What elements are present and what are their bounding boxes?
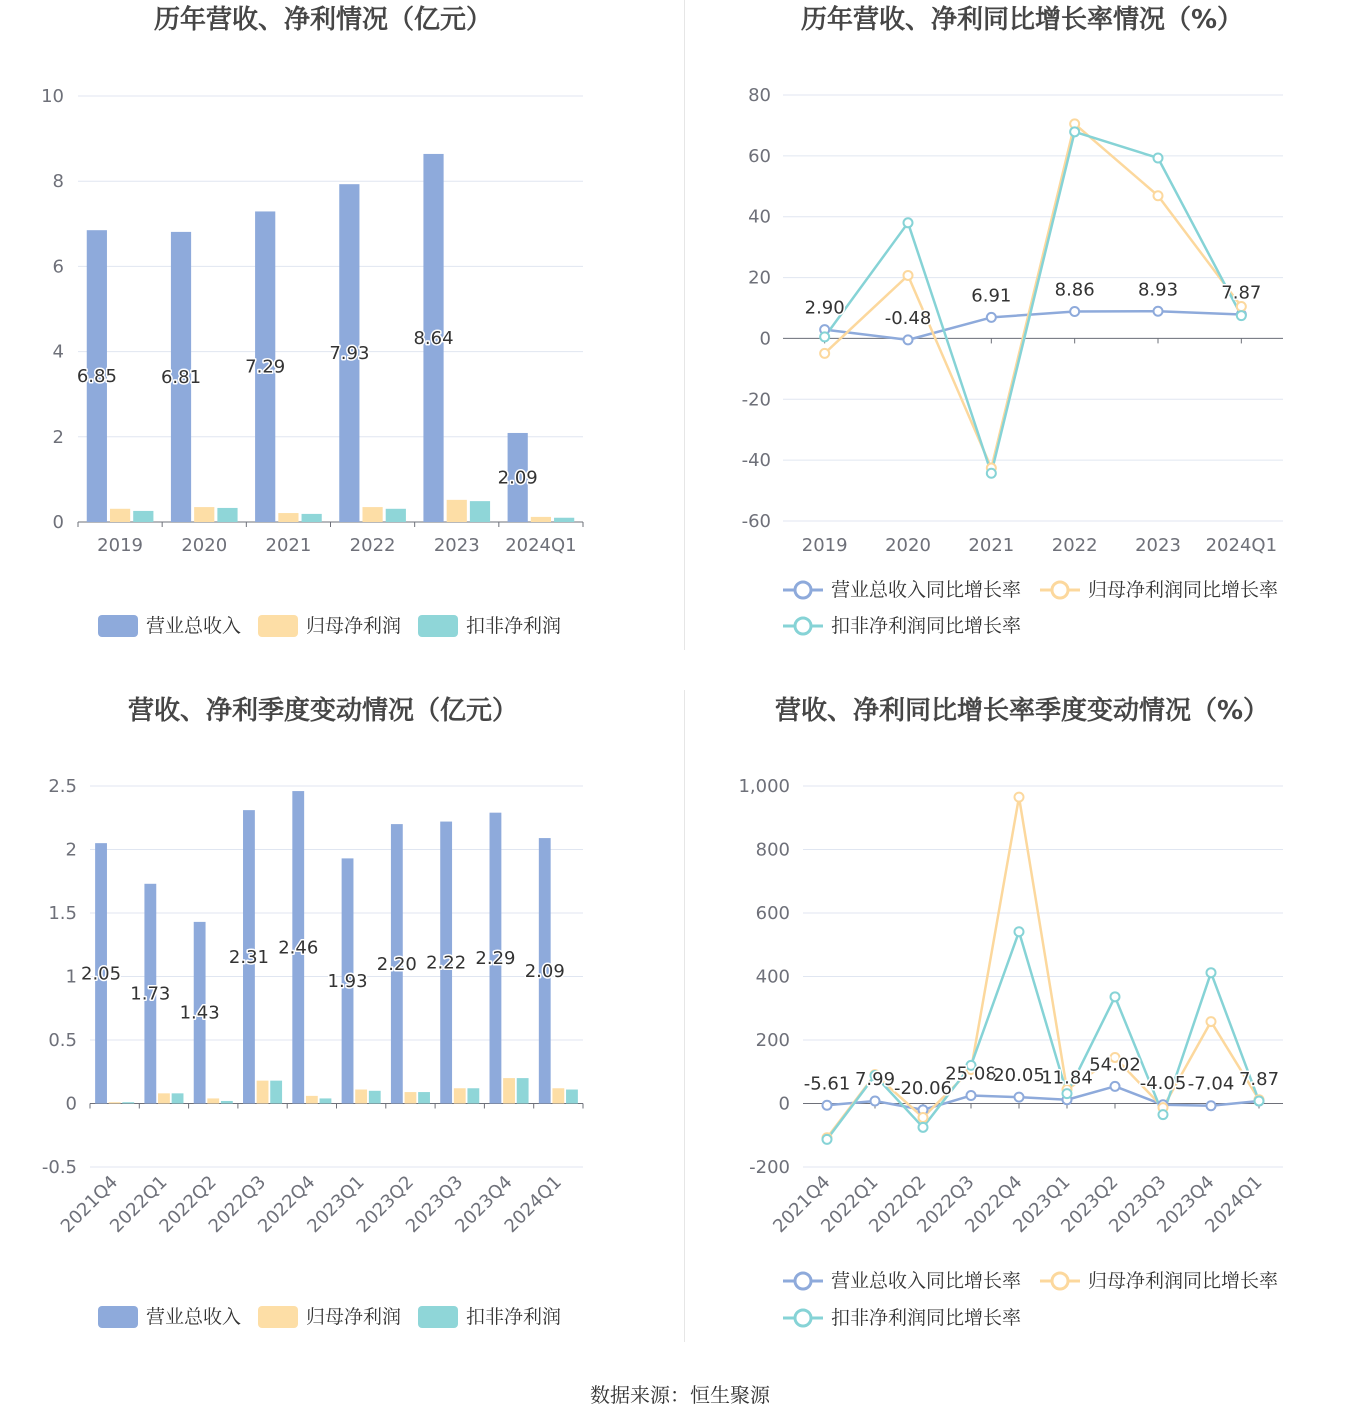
data-label-revenue: 2.09 (524, 960, 565, 982)
data-label-revenue-growth: 8.93 (1137, 279, 1179, 301)
x-category-label: 2020 (181, 535, 228, 556)
x-category-label: 2022 (349, 535, 396, 556)
y-tick-label: 2.5 (48, 776, 77, 797)
bar-net-profit-2022Q1[interactable] (158, 1093, 170, 1103)
point-net-profit-2020[interactable] (904, 271, 913, 280)
line-marker-icon (783, 579, 823, 601)
chart-3-legend-revenue[interactable] (98, 1306, 241, 1328)
legend-label-net-profit-growth: 归母净利润同比增长率 (1088, 579, 1279, 601)
x-category-label: 2024Q1 (1205, 535, 1278, 556)
y-tick-label: 1,000 (738, 776, 790, 797)
legend-label-revenue-growth: 营业总收入同比增长率 (831, 579, 1022, 601)
chart-1-plot (41, 86, 583, 556)
point-revenue-2022Q1[interactable] (871, 1096, 880, 1105)
data-label-revenue: 6.85 (76, 366, 117, 388)
data-label-revenue-growth: 11.84 (1041, 1067, 1093, 1089)
x-category-label: 2022Q3 (913, 1171, 979, 1238)
point-deducted-profit-2019[interactable] (820, 332, 829, 341)
point-revenue-2023Q2[interactable] (1111, 1082, 1120, 1091)
x-category-label: 2024Q1 (1201, 1171, 1267, 1238)
chart-3-title: 营收、净利季度变动情况（亿元） (127, 696, 518, 726)
bar-net-profit-2023Q3[interactable] (454, 1088, 466, 1103)
bar-deducted-profit-2024Q1[interactable] (554, 518, 574, 522)
y-tick-label: 2 (65, 839, 77, 861)
revenue-swatch-icon (98, 615, 138, 637)
y-tick-label: -200 (749, 1157, 790, 1178)
data-label-revenue: 7.29 (245, 356, 286, 378)
bar-deducted-profit-2023[interactable] (470, 501, 490, 522)
data-label-revenue-growth: 20.05 (993, 1065, 1045, 1087)
x-category-label: 2023Q4 (1153, 1171, 1219, 1238)
point-deducted-profit-2021[interactable] (987, 469, 996, 478)
point-net-profit-2022Q2[interactable] (919, 1113, 928, 1122)
y-tick-label: 0 (759, 328, 771, 350)
x-category-label: 2023Q2 (352, 1171, 418, 1238)
data-label-revenue-growth: 7.87 (1221, 282, 1262, 304)
net-profit-swatch-icon (258, 1306, 298, 1328)
bar-deducted-profit-2023Q1[interactable] (369, 1091, 381, 1104)
data-label-revenue: 1.93 (327, 970, 368, 992)
y-tick-label: 6 (52, 256, 64, 278)
legend-label-net-profit: 归母净利润 (306, 615, 402, 637)
y-tick-label: 40 (748, 206, 771, 228)
bar-deducted-profit-2023Q2[interactable] (418, 1092, 430, 1103)
legend-label-deducted-profit: 扣非净利润 (466, 1306, 562, 1328)
data-label-revenue-growth: 7.87 (1238, 1069, 1280, 1091)
chart-3-legend-deducted-profit[interactable] (418, 1306, 561, 1328)
point-deducted-profit-2022[interactable] (1070, 127, 1079, 136)
line-net-profit-growth[interactable] (825, 124, 1242, 468)
bar-net-profit-2020[interactable] (194, 507, 214, 522)
x-category-label: 2022Q2 (155, 1171, 221, 1238)
bar-deducted-profit-2020[interactable] (217, 508, 237, 522)
point-deducted-profit-2024Q1[interactable] (1255, 1096, 1264, 1105)
data-label-revenue: 2.22 (426, 952, 467, 974)
data-source-note: 数据来源：恒生聚源 (590, 1383, 770, 1407)
x-category-label: 2023Q1 (1009, 1171, 1075, 1238)
chart-4-legend-net-profit-growth[interactable] (1040, 1270, 1278, 1292)
point-deducted-profit-2022Q4[interactable] (1015, 927, 1024, 936)
y-tick-label: -0.5 (41, 1157, 77, 1178)
chart-2-legend-deducted-profit-growth[interactable] (783, 615, 1021, 637)
x-category-label: 2019 (97, 535, 143, 556)
point-net-profit-2023[interactable] (1154, 191, 1163, 200)
chart-3-legend-net-profit[interactable] (258, 1306, 401, 1328)
bar-deducted-profit-2024Q1[interactable] (566, 1090, 578, 1104)
bar-net-profit-2024Q1[interactable] (552, 1088, 564, 1103)
point-deducted-profit-2022Q2[interactable] (919, 1123, 928, 1132)
data-label-revenue: 2.20 (376, 953, 417, 975)
y-tick-label: 800 (755, 839, 790, 861)
y-tick-label: 1 (65, 966, 77, 988)
data-label-revenue-growth: -20.06 (893, 1077, 953, 1099)
point-revenue-2022[interactable] (1070, 307, 1079, 316)
deducted-profit-swatch-icon (418, 1306, 458, 1328)
x-category-label: 2023Q3 (1105, 1171, 1171, 1238)
legend-label-revenue: 营业总收入 (146, 1306, 242, 1328)
data-label-revenue-growth: 7.99 (854, 1068, 896, 1090)
line-marker-icon (783, 1307, 823, 1329)
data-label-revenue-growth: 2.90 (804, 297, 845, 319)
chart-1-legend-deducted-profit[interactable] (418, 615, 561, 637)
chart-4-legend-deducted-profit-growth[interactable] (783, 1307, 1021, 1329)
bar-net-profit-2023Q2[interactable] (405, 1092, 417, 1103)
legend-label-revenue-growth: 营业总收入同比增长率 (831, 1270, 1022, 1292)
point-net-profit-2019[interactable] (820, 349, 829, 358)
x-category-label: 2019 (801, 535, 848, 556)
data-label-revenue: 1.43 (179, 1002, 220, 1024)
bar-deducted-profit-2023Q3[interactable] (467, 1088, 479, 1103)
bar-net-profit-2022Q3[interactable] (257, 1081, 269, 1104)
point-deducted-profit-2024Q1[interactable] (1237, 311, 1246, 320)
point-deducted-profit-2023Q4[interactable] (1207, 968, 1216, 977)
bar-net-profit-2022Q4[interactable] (306, 1096, 318, 1104)
bar-net-profit-2021[interactable] (278, 513, 298, 522)
bar-deducted-profit-2022Q2[interactable] (221, 1101, 233, 1104)
point-revenue-2022Q3[interactable] (967, 1091, 976, 1100)
y-tick-label: 80 (748, 85, 771, 106)
bar-deducted-profit-2022[interactable] (386, 509, 406, 522)
point-revenue-2022Q4[interactable] (1015, 1093, 1024, 1102)
data-label-revenue: 7.93 (329, 343, 370, 365)
point-deducted-profit-2023Q3[interactable] (1159, 1110, 1168, 1119)
point-revenue-2023Q4[interactable] (1207, 1101, 1216, 1110)
x-category-label: 2021Q4 (769, 1171, 835, 1238)
bar-net-profit-2024Q1[interactable] (531, 517, 551, 522)
y-tick-label: 0.5 (48, 1030, 77, 1051)
x-category-label: 2022Q4 (961, 1171, 1027, 1238)
x-category-label: 2023Q4 (451, 1171, 517, 1238)
legend-label-deducted-profit: 扣非净利润 (466, 615, 562, 637)
y-tick-label: 0 (52, 512, 64, 533)
chart-2-legend-revenue-growth[interactable] (783, 579, 1021, 601)
revenue-swatch-icon (98, 1306, 138, 1328)
x-category-label: 2021Q4 (56, 1171, 123, 1238)
point-revenue-2021[interactable] (987, 313, 996, 322)
bar-net-profit-2023Q4[interactable] (503, 1078, 515, 1103)
point-revenue-2020[interactable] (904, 335, 913, 344)
x-category-label: 2022Q4 (254, 1171, 320, 1238)
legend-label-revenue: 营业总收入 (146, 615, 242, 637)
bar-deducted-profit-2021Q4[interactable] (122, 1102, 134, 1103)
chart-2-title: 历年营收、净利同比增长率情况（%） (800, 5, 1244, 35)
y-tick-label: 2 (52, 426, 64, 448)
data-label-revenue-growth: -0.48 (884, 307, 932, 329)
y-tick-label: -40 (741, 450, 771, 472)
point-deducted-profit-2023Q1[interactable] (1063, 1089, 1072, 1098)
data-label-revenue: 6.81 (160, 366, 202, 388)
line-marker-icon (783, 1270, 823, 1292)
y-tick-label: -60 (741, 511, 771, 532)
legend-label-net-profit: 归母净利润 (306, 1306, 402, 1328)
legend-label-deducted-profit-growth: 扣非净利润同比增长率 (831, 1307, 1022, 1329)
chart-3-plot (42, 776, 583, 1237)
net-profit-swatch-icon (258, 615, 298, 637)
legend-label-deducted-profit-growth: 扣非净利润同比增长率 (831, 615, 1022, 637)
y-tick-label: 600 (755, 903, 790, 924)
data-label-revenue: 1.73 (130, 983, 171, 1005)
point-deducted-profit-2021Q4[interactable] (823, 1135, 832, 1144)
x-category-label: 2022Q1 (817, 1171, 883, 1238)
bar-deducted-profit-2022Q1[interactable] (172, 1093, 184, 1103)
data-label-revenue-growth: -5.61 (803, 1073, 851, 1095)
y-tick-label: 8 (52, 171, 64, 193)
x-category-label: 2022 (1051, 535, 1098, 556)
point-revenue-2023[interactable] (1154, 307, 1163, 316)
x-category-label: 2021 (968, 535, 1015, 556)
bar-net-profit-2022Q2[interactable] (207, 1098, 219, 1103)
chart-1-legend-net-profit[interactable] (258, 615, 401, 637)
data-label-revenue-growth: 54.02 (1089, 1054, 1141, 1076)
point-net-profit-2023Q4[interactable] (1207, 1017, 1216, 1026)
x-category-label: 2022Q1 (106, 1171, 172, 1238)
bar-net-profit-2021Q4[interactable] (109, 1102, 121, 1103)
line-marker-icon (1040, 579, 1080, 601)
legend-label-net-profit-growth: 归母净利润同比增长率 (1088, 1270, 1279, 1292)
x-category-label: 2023 (433, 535, 480, 556)
data-label-revenue: 2.29 (475, 948, 516, 970)
x-category-label: 2022Q3 (204, 1171, 271, 1238)
chart-2-legend-net-profit-growth[interactable] (1040, 579, 1278, 601)
data-label-revenue-growth: 25.08 (945, 1063, 997, 1085)
data-label-revenue: 2.31 (228, 946, 269, 968)
bar-deducted-profit-2023Q4[interactable] (517, 1078, 529, 1103)
x-category-label: 2022Q2 (865, 1171, 931, 1238)
bar-net-profit-2019[interactable] (110, 509, 130, 522)
y-tick-label: 4 (52, 341, 64, 363)
bar-net-profit-2022[interactable] (362, 507, 382, 522)
y-tick-label: 20 (748, 267, 771, 289)
y-tick-label: 400 (755, 966, 790, 988)
line-marker-icon (783, 615, 823, 637)
y-tick-label: -20 (741, 389, 771, 411)
bar-deducted-profit-2022Q4[interactable] (320, 1098, 332, 1103)
data-label-revenue: 8.64 (413, 327, 454, 349)
data-label-revenue: 2.46 (278, 937, 319, 959)
x-category-label: 2021 (265, 535, 312, 556)
y-tick-label: 0 (65, 1093, 77, 1115)
x-category-label: 2023Q1 (303, 1171, 369, 1238)
x-category-label: 2023Q2 (1057, 1171, 1123, 1238)
x-category-label: 2024Q1 (505, 535, 577, 556)
data-label-revenue: 2.05 (81, 963, 122, 985)
chart-2-plot (742, 85, 1283, 556)
point-deducted-profit-2023Q2[interactable] (1111, 992, 1120, 1001)
bar-deducted-profit-2019[interactable] (133, 511, 153, 522)
data-label-revenue-growth: 8.86 (1054, 279, 1095, 301)
x-category-label: 2023Q3 (401, 1171, 468, 1238)
y-tick-label: 200 (755, 1030, 790, 1051)
point-deducted-profit-2023[interactable] (1154, 153, 1163, 162)
bar-deducted-profit-2022Q3[interactable] (270, 1081, 282, 1104)
y-tick-label: 10 (41, 86, 64, 107)
y-tick-label: 60 (748, 145, 771, 167)
bar-net-profit-2023[interactable] (447, 500, 467, 522)
line-deducted-profit-growth[interactable] (825, 132, 1242, 473)
data-label-revenue: 2.09 (497, 467, 538, 489)
bar-deducted-profit-2021[interactable] (302, 514, 322, 522)
data-label-revenue-growth: 6.91 (971, 285, 1012, 307)
data-label-revenue-growth: -7.04 (1187, 1073, 1235, 1095)
line-marker-icon (1040, 1270, 1080, 1292)
chart-1-title: 历年营收、净利情况（亿元） (153, 5, 492, 35)
data-label-revenue-growth: -4.05 (1139, 1072, 1187, 1094)
y-tick-label: 1.5 (48, 903, 77, 924)
chart-4-legend-revenue-growth[interactable] (783, 1270, 1021, 1292)
bar-net-profit-2023Q1[interactable] (355, 1090, 367, 1104)
x-category-label: 2023 (1135, 535, 1181, 556)
chart-1-legend-revenue[interactable] (98, 615, 241, 637)
chart-4-title: 营收、净利同比增长率季度变动情况（%） (774, 696, 1270, 726)
point-revenue-2021Q4[interactable] (823, 1101, 832, 1110)
line-deducted-profit-growth[interactable] (827, 932, 1259, 1140)
chart-4-plot (738, 776, 1283, 1237)
y-tick-label: 0 (778, 1093, 790, 1115)
x-category-label: 2024Q1 (500, 1171, 566, 1238)
point-deducted-profit-2020[interactable] (904, 218, 913, 227)
deducted-profit-swatch-icon (418, 615, 458, 637)
point-net-profit-2022Q4[interactable] (1015, 793, 1024, 802)
x-category-label: 2020 (885, 535, 931, 556)
